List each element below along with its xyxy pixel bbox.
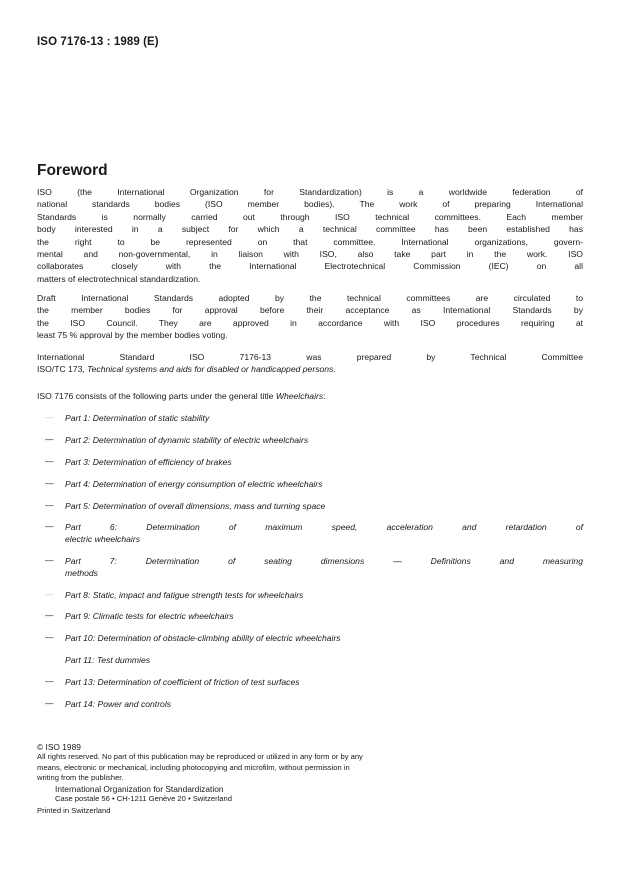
dash-bullet: — [45,456,54,466]
page-title: Foreword [37,162,108,179]
text-line: least 75 % approval by the member bodies voting. [37,330,228,341]
part-title-line: Part 6: Determination of maximum speed, acceleration and retardation of [65,522,583,532]
part-title-line: Part 1: Determination of static stability [65,413,210,423]
text-line: International Standard ISO 7176-13 was prepared by Technical Committee [37,352,583,362]
rights-line: writing from the publisher. [37,773,124,783]
dash-bullet: — [45,500,54,510]
part-title-line: Part 2: Determination of dynamic stability of electric wheelchairs [65,435,309,445]
committee-ref: ISO/TC 173, [37,364,88,375]
part-title-line: Part 7: Determination of seating dimensions — Definitions and measuring [65,556,583,566]
part-title [65,632,583,644]
part-title [65,500,583,512]
foreword-paragraph-2 [37,292,583,342]
dash-bullet: — [45,589,54,599]
part-title [65,698,583,710]
part-title [65,521,583,546]
dash-bullet: — [45,610,54,620]
dash-bullet: — [45,412,54,422]
organization-name: International Organization for Standardization [55,784,224,794]
text-line [37,363,583,375]
text-line: Standards is normally carried out through ISO technical committees. Each member [37,211,583,222]
part-title-line: Part 8: Static, impact and fatigue strength tests for wheelchairs [65,590,304,600]
dash-bullet: — [45,434,54,444]
part-title [65,555,583,580]
part-title-line: Part 13: Determination of coefficient of friction of test surfaces [65,677,300,687]
text-line: Draft International Standards adopted by the technical committees are circulated to [37,293,583,303]
part-title-line: methods [65,568,98,579]
postal-address: Case postale 56 • CH-1211 Genève 20 • Switzerland [55,794,232,804]
general-title: Wheelchairs [275,391,324,401]
dash-bullet: — [45,478,54,488]
text-line [37,390,583,402]
dash-bullet: — [45,676,54,686]
text-line: mental and non-governmental, in liaison with ISO, also take part in the work. ISO [37,249,583,260]
part-title-line: electric wheelchairs [65,534,140,545]
foreword-paragraph-4 [37,390,583,402]
text-line: the member bodies for approval before their acceptance as International Standards by [37,305,583,316]
part-title-line: Part 14: Power and controls [65,699,172,709]
part-title-line: Part 9: Climatic tests for electric wheelchairs [65,611,234,621]
dash-bullet: — [45,555,54,565]
text-line: ISO (the International Organization for Standardization) is a worldwide federation of [37,187,583,197]
part-title [65,478,583,490]
text-line: the ISO Council. They are approved in accordance with ISO procedures requiring at [37,317,583,328]
part-title [65,610,583,622]
committee-title: Technical systems and aids for disabled or handicapped persons. [87,364,336,375]
part-title-line: Part 4: Determination of energy consumption of electric wheelchairs [65,479,323,489]
foreword-paragraph-1 [37,186,583,285]
text-line: national standards bodies (ISO member bodies). The work of preparing International [37,199,583,210]
dash-bullet: — [45,521,54,531]
part-title [65,434,583,446]
dash-bullet: — [45,698,54,708]
part-title [65,676,583,688]
text-line: body interested in a subject for which a technical committee has been established has [37,224,583,235]
foreword-paragraph-3 [37,351,583,376]
text-line: the right to be represented on that committee. International organizations, govern- [37,236,583,247]
text-line: matters of electrotechnical standardization. [37,273,201,284]
organization-address [55,784,603,805]
copyright-line: © ISO 1989 [37,742,81,752]
copyright-block [37,742,585,784]
part-title-line: Part 11: Test dummies [65,655,151,665]
part-title [65,589,583,601]
dash-bullet: — [45,632,54,642]
printed-in: Printed in Switzerland [37,806,111,815]
rights-line: means, electronic or mechanical, including photocopying and microfilm, without permission in [37,762,350,772]
part-title-line: Part 10: Determination of obstacle-climbing ability of electric wheelchairs [65,633,341,643]
rights-line: All rights reserved. No part of this publication may be reproduced or utilized in any form or by any [37,752,363,762]
printed-note [37,806,585,816]
colon: : [323,391,326,401]
parts-intro: ISO 7176 consists of the following parts under the general title [37,391,276,401]
part-title-line: Part 3: Determination of efficiency of brakes [65,457,232,467]
part-title-line: Part 5: Determination of overall dimensions, mass and turning space [65,501,326,511]
document-header: ISO 7176-13 : 1989 (E) [37,36,159,48]
text-line: collaborates closely with the International Electrotechnical Commission (IEC) on all [37,261,583,272]
part-title [65,412,583,424]
part-title [65,654,583,666]
part-title [65,456,583,468]
